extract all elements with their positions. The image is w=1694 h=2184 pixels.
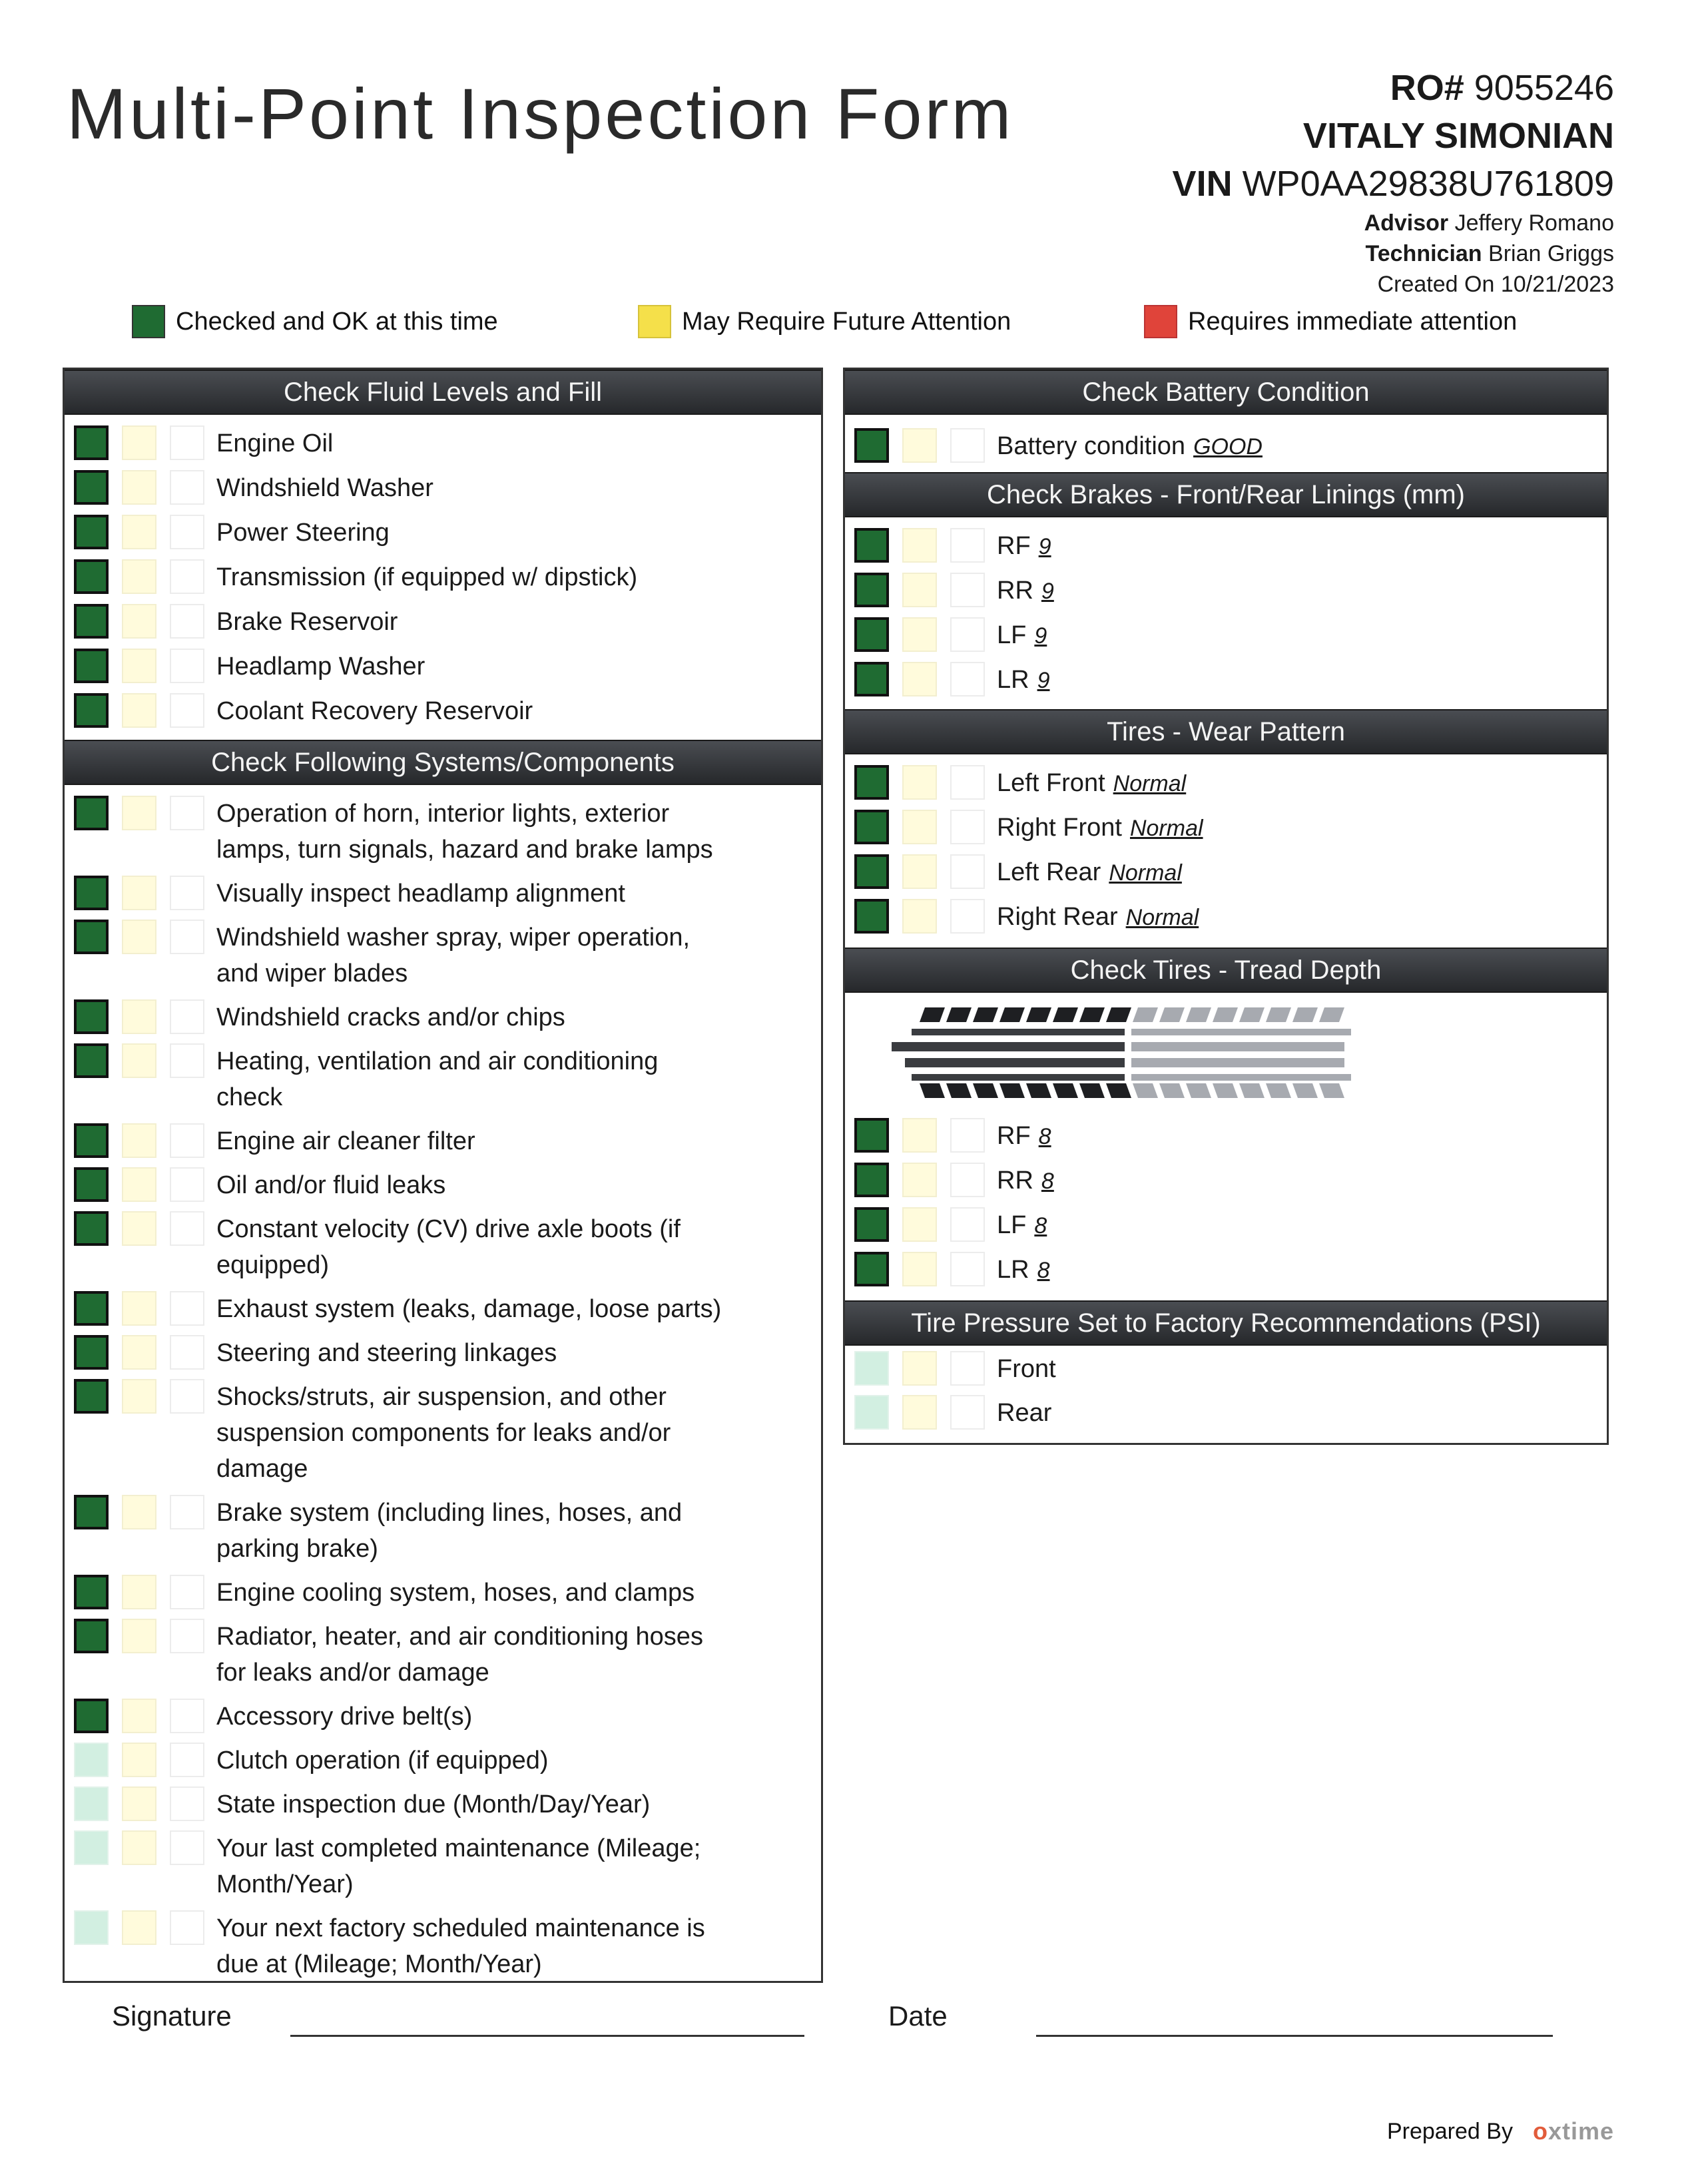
system-row (65, 1619, 821, 1691)
system-label: Exhaust system (leaks, damage, loose parts) (216, 1295, 722, 1323)
system-label: lamps, turn signals, hazard and brake lamps (216, 836, 713, 864)
system-row (65, 876, 821, 912)
status-immediate-box (950, 854, 985, 889)
status-ok-box (74, 1830, 109, 1865)
pressure-row (845, 1351, 1607, 1387)
status-immediate-box (170, 1043, 204, 1078)
status-immediate-box (950, 662, 985, 696)
status-ok-box (854, 899, 889, 934)
battery-header: Check Battery Condition (845, 370, 1607, 415)
system-row (65, 1743, 821, 1778)
system-label: Radiator, heater, and air conditioning hoses (216, 1623, 703, 1651)
system-label: Windshield washer spray, wiper operation, (216, 924, 691, 952)
wear-row (845, 810, 1607, 846)
tread-label: RR (997, 1167, 1033, 1195)
system-label: Shocks/struts, air suspension, and other (216, 1383, 667, 1411)
wear-value: Normal (1129, 816, 1203, 841)
status-immediate-box (170, 1335, 204, 1370)
legend-ok (132, 305, 498, 338)
system-label: State inspection due (Month/Day/Year) (216, 1790, 651, 1818)
status-immediate-box (170, 1291, 204, 1326)
tread-row (845, 1118, 1607, 1154)
system-label: parking brake) (216, 1535, 378, 1563)
status-immediate-box (170, 1575, 204, 1609)
status-ok-box (74, 649, 109, 683)
status-ok-box (854, 617, 889, 652)
legend-immediate-label: Requires immediate attention (1188, 307, 1518, 336)
status-immediate-box (170, 1379, 204, 1414)
footer (1387, 2117, 1614, 2145)
system-label: equipped) (216, 1251, 330, 1279)
battery-row (845, 428, 1607, 464)
status-ok-box (854, 428, 889, 463)
fluid-row (65, 693, 821, 729)
tread-row (845, 1252, 1607, 1288)
legend-future-swatch (638, 305, 671, 338)
tread-row (845, 1163, 1607, 1199)
xtime-logo: oxtime (1532, 2117, 1614, 2145)
wear-value: Normal (1109, 860, 1182, 886)
system-label: Visually inspect headlamp alignment (216, 880, 625, 908)
status-ok-box (74, 1495, 109, 1529)
fluid-label: Power Steering (216, 519, 390, 547)
status-immediate-box (170, 920, 204, 954)
status-ok-box (854, 765, 889, 800)
status-ok-box (854, 1118, 889, 1153)
vin-line (1173, 160, 1614, 208)
system-label: Month/Year) (216, 1870, 354, 1898)
status-future-box (902, 528, 937, 563)
tread-value: 8 (1038, 1124, 1051, 1149)
system-row (65, 1123, 821, 1159)
brake-label: RF (997, 532, 1031, 560)
status-ok-box (854, 1351, 889, 1386)
fluid-label: Brake Reservoir (216, 608, 398, 636)
date-label: Date (888, 2000, 948, 2032)
tread-header: Check Tires - Tread Depth (845, 948, 1607, 993)
status-immediate-box (170, 470, 204, 505)
right-panel (843, 368, 1609, 1445)
system-label: Your last completed maintenance (Mileage; (216, 1834, 701, 1862)
brake-row (845, 528, 1607, 564)
fluid-row (65, 515, 821, 551)
status-ok-box (74, 1123, 109, 1158)
status-future-box (122, 1043, 156, 1078)
status-immediate-box (170, 604, 204, 639)
brakes-header: Check Brakes - Front/Rear Linings (mm) (845, 472, 1607, 517)
system-row (65, 1575, 821, 1611)
pressure-label: Rear (997, 1399, 1052, 1427)
battery-value: GOOD (1193, 434, 1263, 459)
status-future-box (122, 920, 156, 954)
fluid-label: Windshield Washer (216, 474, 433, 502)
status-ok-box (74, 470, 109, 505)
wear-label: Right Front (997, 814, 1122, 842)
status-ok-box (74, 425, 109, 460)
brake-row (845, 573, 1607, 609)
wear-row (845, 765, 1607, 801)
system-row (65, 1786, 821, 1822)
status-future-box (902, 854, 937, 889)
date-line[interactable] (1036, 2035, 1553, 2037)
fluid-label: Headlamp Washer (216, 653, 425, 681)
status-future-box (122, 1743, 156, 1777)
tread-label: RF (997, 1122, 1031, 1150)
status-future-box (902, 765, 937, 800)
status-future-box (122, 515, 156, 549)
wear-value: Normal (1113, 771, 1187, 796)
status-immediate-box (950, 765, 985, 800)
status-future-box (122, 1910, 156, 1945)
legend-immediate-swatch (1144, 305, 1177, 338)
status-ok-box (74, 1291, 109, 1326)
status-future-box (122, 1699, 156, 1733)
wear-label: Left Rear (997, 858, 1101, 886)
status-ok-box (854, 528, 889, 563)
fluid-label: Transmission (if equipped w/ dipstick) (216, 563, 638, 591)
brake-value: 9 (1041, 579, 1054, 604)
prepared-by-label: Prepared By (1386, 2118, 1513, 2144)
system-label: suspension components for leaks and/or (216, 1419, 671, 1447)
system-label: Your next factory scheduled maintenance is (216, 1914, 705, 1942)
status-immediate-box (950, 1118, 985, 1153)
fluid-row (65, 604, 821, 640)
brake-row (845, 617, 1607, 653)
status-future-box (122, 693, 156, 728)
status-immediate-box (170, 1743, 204, 1777)
status-immediate-box (950, 428, 985, 463)
status-ok-box (74, 1910, 109, 1945)
status-immediate-box (950, 617, 985, 652)
status-immediate-box (170, 425, 204, 460)
vin-label: VIN (1172, 164, 1233, 204)
system-label: Operation of horn, interior lights, exterior (216, 800, 670, 828)
status-future-box (902, 1395, 937, 1430)
status-future-box (122, 999, 156, 1034)
status-future-box (122, 470, 156, 505)
system-row (65, 1495, 821, 1567)
status-future-box (902, 1207, 937, 1242)
tread-row (845, 1207, 1607, 1243)
status-ok-box (74, 1699, 109, 1733)
status-future-box (122, 649, 156, 683)
fluid-label: Coolant Recovery Reservoir (216, 697, 533, 725)
system-row (65, 920, 821, 991)
wear-value: Normal (1125, 905, 1199, 930)
status-future-box (902, 1351, 937, 1386)
status-ok-box (854, 573, 889, 607)
status-future-box (122, 876, 156, 910)
status-future-box (122, 604, 156, 639)
status-ok-box (854, 1207, 889, 1242)
system-label: Constant velocity (CV) drive axle boots (if (216, 1215, 681, 1243)
status-future-box (122, 1123, 156, 1158)
status-ok-box (74, 604, 109, 639)
status-ok-box (74, 693, 109, 728)
status-future-box (122, 1211, 156, 1246)
system-row (65, 1379, 821, 1487)
status-immediate-box (170, 1211, 204, 1246)
status-immediate-box (170, 1167, 204, 1202)
status-ok-box (854, 1395, 889, 1430)
fluid-row (65, 425, 821, 461)
status-immediate-box (950, 1395, 985, 1430)
legend-future (638, 305, 1011, 338)
fluid-label: Engine Oil (216, 429, 334, 457)
status-immediate-box (950, 573, 985, 607)
status-ok-box (854, 810, 889, 844)
status-ok-box (74, 1619, 109, 1653)
brake-label: LF (997, 621, 1027, 649)
status-immediate-box (950, 528, 985, 563)
brake-value: 9 (1038, 534, 1051, 559)
tire-tread-icon (885, 1002, 1364, 1102)
system-row (65, 1167, 821, 1203)
system-label: due at (Mileage; Month/Year) (216, 1950, 542, 1978)
status-future-box (122, 1167, 156, 1202)
fluid-row (65, 649, 821, 684)
status-future-box (122, 425, 156, 460)
system-label: Brake system (including lines, hoses, and (216, 1499, 683, 1527)
tread-value: 8 (1037, 1258, 1050, 1283)
status-ok-box (74, 1167, 109, 1202)
systems-header: Check Following Systems/Components (65, 740, 821, 785)
status-future-box (122, 1619, 156, 1653)
status-immediate-box (950, 810, 985, 844)
status-immediate-box (170, 1910, 204, 1945)
system-label: for leaks and/or damage (216, 1659, 489, 1687)
status-ok-box (74, 559, 109, 594)
wear-label: Left Front (997, 769, 1105, 797)
status-ok-box (74, 796, 109, 830)
legend-future-label: May Require Future Attention (682, 307, 1011, 336)
system-label: and wiper blades (216, 959, 408, 987)
status-ok-box (74, 1043, 109, 1078)
wear-row (845, 899, 1607, 935)
system-label: Engine cooling system, hoses, and clamps (216, 1579, 695, 1607)
status-ok-box (854, 854, 889, 889)
status-ok-box (854, 1252, 889, 1286)
status-future-box (902, 810, 937, 844)
status-ok-box (74, 876, 109, 910)
customer-name: VITALY SIMONIAN (1302, 116, 1614, 156)
brake-value: 9 (1034, 623, 1047, 649)
status-future-box (902, 1252, 937, 1286)
battery-label: Battery condition (997, 432, 1186, 460)
status-future-box (122, 1335, 156, 1370)
status-immediate-box (950, 1163, 985, 1197)
page-title: Multi-Point Inspection Form (67, 73, 1014, 154)
status-future-box (122, 1379, 156, 1414)
system-label: Clutch operation (if equipped) (216, 1747, 549, 1774)
tread-value: 8 (1041, 1169, 1054, 1194)
brake-label: LR (997, 666, 1029, 694)
pressure-header: Tire Pressure Set to Factory Recommendations (PSI) (845, 1300, 1607, 1346)
status-ok-box (74, 515, 109, 549)
system-row (65, 1335, 821, 1371)
system-label: Engine air cleaner filter (216, 1127, 475, 1155)
status-immediate-box (950, 1351, 985, 1386)
status-immediate-box (170, 559, 204, 594)
status-future-box (902, 428, 937, 463)
status-immediate-box (170, 796, 204, 830)
status-future-box (902, 1163, 937, 1197)
system-row (65, 796, 821, 868)
status-ok-box (854, 662, 889, 696)
status-immediate-box (170, 1699, 204, 1733)
legend (132, 305, 1557, 345)
tread-label: LR (997, 1256, 1029, 1284)
status-ok-box (74, 1786, 109, 1821)
system-row (65, 1699, 821, 1735)
wear-label: Right Rear (997, 903, 1118, 931)
left-panel (63, 368, 823, 1983)
status-future-box (122, 1495, 156, 1529)
status-immediate-box (170, 1786, 204, 1821)
fluid-row (65, 470, 821, 506)
tread-value: 8 (1034, 1213, 1047, 1238)
created-line: Created On 10/21/2023 (1377, 272, 1614, 297)
vin-value: WP0AA29838U761809 (1242, 164, 1614, 204)
ro-label: RO# (1390, 68, 1464, 108)
status-future-box (122, 1291, 156, 1326)
status-ok-box (74, 999, 109, 1034)
status-immediate-box (170, 999, 204, 1034)
status-future-box (122, 1830, 156, 1865)
status-immediate-box (950, 1252, 985, 1286)
fluids-header: Check Fluid Levels and Fill (65, 370, 821, 415)
status-future-box (902, 899, 937, 934)
status-ok-box (74, 920, 109, 954)
signature-line[interactable] (290, 2035, 804, 2037)
status-future-box (902, 573, 937, 607)
system-row (65, 1291, 821, 1327)
status-future-box (122, 1575, 156, 1609)
status-immediate-box (170, 1495, 204, 1529)
status-immediate-box (170, 1830, 204, 1865)
system-row (65, 1830, 821, 1902)
system-label: damage (216, 1455, 308, 1483)
fluid-row (65, 559, 821, 595)
header-info (1173, 64, 1614, 300)
status-ok-box (74, 1743, 109, 1777)
wear-header: Tires - Wear Pattern (845, 709, 1607, 754)
brake-row (845, 662, 1607, 698)
pressure-label: Front (997, 1355, 1056, 1383)
wear-row (845, 854, 1607, 890)
status-immediate-box (950, 1207, 985, 1242)
status-ok-box (74, 1211, 109, 1246)
status-immediate-box (170, 1619, 204, 1653)
system-label: Heating, ventilation and air conditioning (216, 1047, 659, 1075)
status-future-box (122, 559, 156, 594)
status-future-box (902, 662, 937, 696)
advisor-line: Advisor Jeffery Romano (1364, 210, 1614, 236)
status-immediate-box (950, 899, 985, 934)
system-row (65, 999, 821, 1035)
system-label: Oil and/or fluid leaks (216, 1171, 446, 1199)
status-immediate-box (170, 693, 204, 728)
legend-immediate (1144, 305, 1517, 338)
ro-line (1173, 64, 1614, 112)
system-row (65, 1910, 821, 1982)
legend-ok-swatch (132, 305, 165, 338)
system-label: Accessory drive belt(s) (216, 1703, 473, 1731)
signature-label: Signature (112, 2000, 232, 2032)
status-future-box (122, 796, 156, 830)
status-future-box (122, 1786, 156, 1821)
status-ok-box (74, 1575, 109, 1609)
technician-line: Technician Brian Griggs (1365, 241, 1614, 266)
brake-label: RR (997, 577, 1033, 605)
status-future-box (902, 617, 937, 652)
system-row (65, 1211, 821, 1283)
status-ok-box (74, 1379, 109, 1414)
tread-label: LF (997, 1211, 1027, 1239)
status-immediate-box (170, 515, 204, 549)
system-label: check (216, 1083, 283, 1111)
legend-ok-label: Checked and OK at this time (176, 307, 498, 336)
status-ok-box (854, 1163, 889, 1197)
system-label: Windshield cracks and/or chips (216, 1003, 565, 1031)
status-immediate-box (170, 1123, 204, 1158)
system-row (65, 1043, 821, 1115)
status-immediate-box (170, 876, 204, 910)
pressure-row (845, 1395, 1607, 1431)
status-ok-box (74, 1335, 109, 1370)
brake-value: 9 (1037, 668, 1050, 693)
status-immediate-box (170, 649, 204, 683)
status-future-box (902, 1118, 937, 1153)
ro-number: 9055246 (1474, 68, 1614, 108)
system-label: Steering and steering linkages (216, 1339, 557, 1367)
